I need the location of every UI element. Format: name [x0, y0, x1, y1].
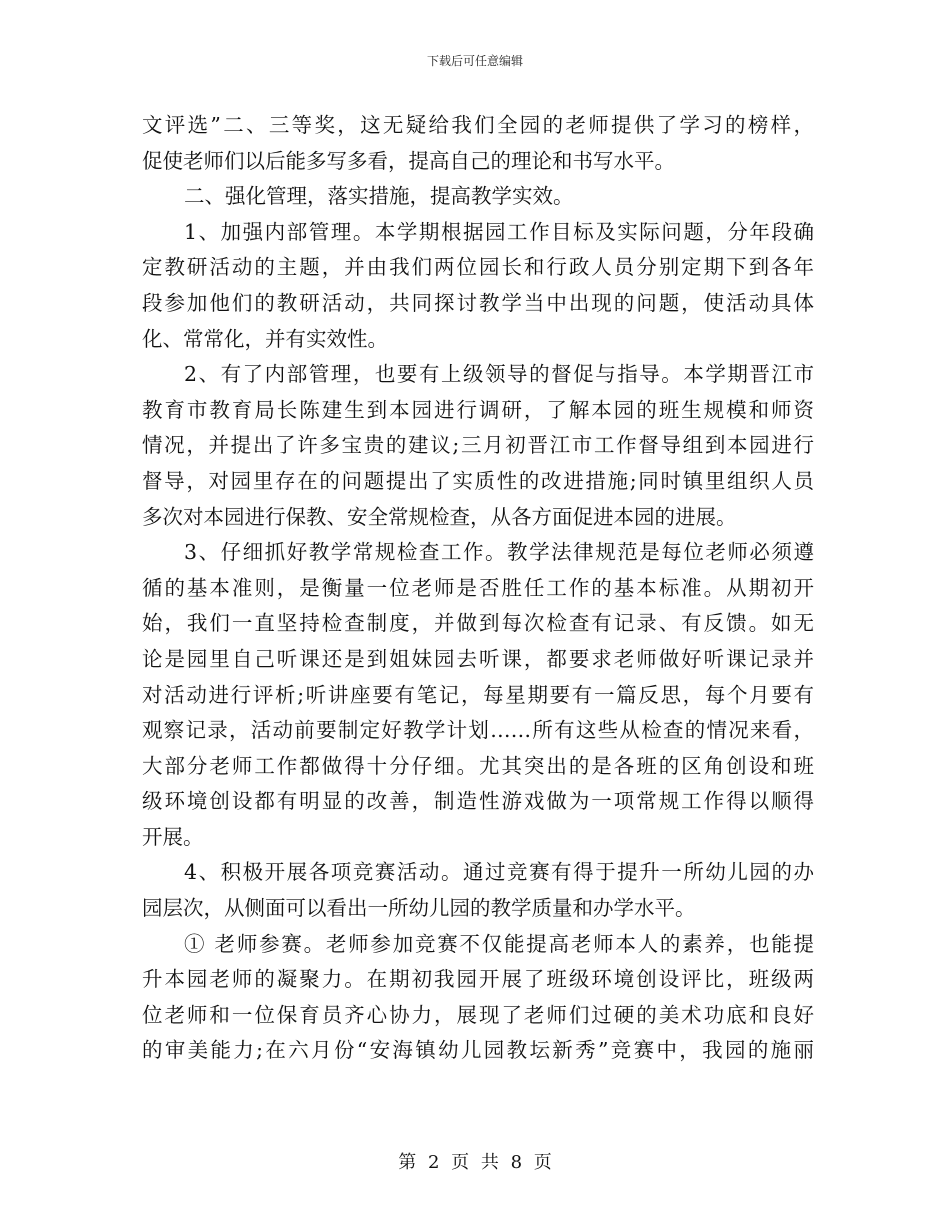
- section-heading: 二、强化管理，落实措施，提高教学实效。: [184, 184, 574, 209]
- text-line: 大部分老师工作都做得十分仔细。尤其突出的是各班的区角创设和班: [142, 753, 814, 778]
- text-line: 定教研活动的主题，并由我们两位园长和行政人员分别定期下到各年: [142, 255, 814, 280]
- text-line: 多次对本园进行保教、安全常规检查，从各方面促进本园的进展。: [142, 504, 737, 529]
- paragraph: [142, 179, 814, 215]
- text-line: 促使老师们以后能多写多看，提高自己的理论和书写水平。: [142, 148, 675, 173]
- text-line: 2、有了内部管理，也要有上级领导的督促与指导。本学期晋江市: [184, 362, 814, 387]
- text-line: 始，我们一直坚持检查制度，并做到每次检查有记录、有反馈。如无: [142, 611, 814, 636]
- text-line: 的审美能力;在六月份“安海镇幼儿园教坛新秀”竞赛中，我园的施丽: [142, 1038, 814, 1063]
- paragraph: [142, 855, 814, 926]
- page-header: 下载后可任意编辑: [426, 54, 523, 68]
- text-line: 化、常常化，并有实效性。: [142, 326, 388, 351]
- text-line: 开展。: [142, 824, 204, 849]
- text-line: 情况，并提出了许多宝贵的建议;三月初晋江市工作督导组到本园进行: [142, 433, 814, 458]
- text-line: ① 老师参赛。老师参加竞赛不仅能提高老师本人的素养，也能提: [184, 931, 814, 956]
- paragraph: [142, 927, 814, 1069]
- paragraph: [142, 215, 814, 357]
- text-line: 文评选”二、三等奖，这无疑给我们全园的老师提供了学习的榜样，: [142, 113, 814, 137]
- paragraph: [142, 535, 814, 855]
- text-line: 教育市教育局长陈建生到本园进行调研，了解本园的班生规模和师资: [142, 397, 814, 422]
- text-line: 升本园老师的凝聚力。在期初我园开展了班级环境创设评比，班级两: [142, 967, 814, 992]
- text-line: 4、积极开展各项竞赛活动。通过竞赛有得于提升一所幼儿园的办: [184, 860, 814, 885]
- page-footer: 第 2 页 共 8 页: [398, 1152, 552, 1173]
- paragraph: [142, 357, 814, 535]
- paragraph: [142, 108, 814, 179]
- text-line: 循的基本准则，是衡量一位老师是否胜任工作的基本标准。从期初开: [142, 575, 814, 600]
- text-line: 园层次，从侧面可以看出一所幼儿园的教学质量和办学水平。: [142, 896, 696, 921]
- text-line: 级环境创设都有明显的改善，制造性游戏做为一项常规工作得以顺得: [142, 789, 814, 814]
- text-line: 3、仔细抓好教学常规检查工作。教学法律规范是每位老师必须遵: [184, 540, 814, 565]
- text-line: 督导，对园里存在的问题提出了实质性的改进措施;同时镇里组织人员: [142, 468, 814, 493]
- text-line: 1、加强内部管理。本学期根据园工作目标及实际问题，分年段确: [184, 219, 814, 244]
- text-line: 位老师和一位保育员齐心协力，展现了老师们过硬的美术功底和良好: [142, 1002, 814, 1027]
- document-body: [142, 108, 814, 1069]
- text-line: 对活动进行评析;听讲座要有笔记，每星期要有一篇反思，每个月要有: [142, 682, 814, 707]
- text-line: 段参加他们的教研活动，共同探讨教学当中出现的问题，使活动具体: [142, 290, 814, 315]
- text-line: 观察记录，活动前要制定好教学计划……所有这些从检查的情况来看，: [142, 718, 814, 743]
- text-line: 论是园里自己听课还是到姐妹园去听课，都要求老师做好听课记录并: [142, 646, 814, 671]
